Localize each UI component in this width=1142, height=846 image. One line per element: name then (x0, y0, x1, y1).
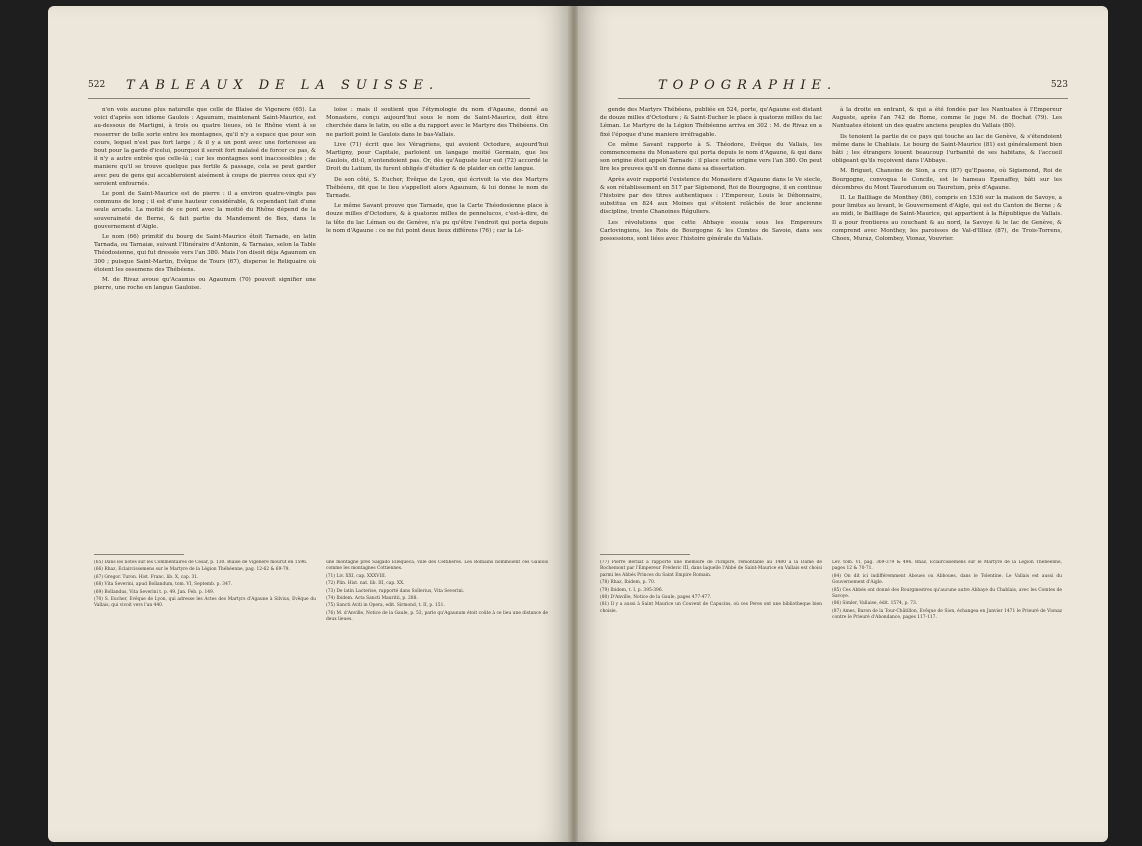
footnote: (69) Bollandus, Vita Severini t. p. 49. Jan. Feb. p. 149. (94, 589, 215, 595)
footnote-rule (94, 554, 184, 555)
footnote: (68) Vita Severini, apud Bollandum, tom. VI, Septemb. p. 347. (94, 582, 233, 588)
paragraph: Le nom (66) primitif du bourg de Saint-Maurice étoit Tarnade, en latin Tarnada, ou Tarnaiæ, suivant l'Itinéraire d'Antonin, & Tarnaias, selon la Table Théodosienne, qui fut dressée vers l'an 380. Mais l'on disoit déja Agaunum en 300 ; puisque Saint-Martin, Evêque de Tours (67), disperse le Reliquaire où étoient les ossemens des Thébéens. (94, 234, 316, 273)
paragraph: De son côté, S. Eucher, Evêque de Lyon, qui écrivoit la vie des Martyrs Thébéens, dit que le lieu s'appelloit alors Agaunum, & lui donne le nom de Tarnade. (326, 176, 548, 200)
paragraph: gende des Martyrs Thébéens, publiée en 524, porte, qu'Agaune est distant de douze milles d'Octodure ; & Saint-Eucher le place à quatorze milles du lac Léman. Le Martyre de la Légion Thébéenne arriva en 302 : M. de Rivaz en a fixé l'époque d'une maniere irréfragable. (600, 107, 822, 138)
footnote: (66) Rhaz, Eclaircissemens sur le Martyre de la Légion Thébéenne, pag. 12-62 & 69-79. (94, 567, 290, 573)
paragraph: Ce même Savant rapporte à S. Théodore, Evêque du Vallais, les commencemens du Monastere qui porta depuis le nom d'Agaune, & qui dans son origine étoit appelé Tarnade : il place cette origine vers l'an 380. On peut lire les preuves qu'il en donne dans sa dissertation. (600, 141, 822, 173)
footnote: (84) On dit ici indifféremment Aboues ou Abboues, dans le Tolentine. Le Vallais est aussi du Gouvernement d'Aigle. (832, 573, 1062, 586)
page-number: 523 (1050, 80, 1068, 90)
footnote: (67) Gregor. Turon. Hist. Franc. lib. X, cap. 31. (94, 574, 199, 580)
paragraph: Le même Savant prouve que Tarnade, que la Carte Théodosienne place à douze milles d'Octodure, & à quatorze milles de pennelucos, c'est-à-dire, de la tête du lac Léman ou de Genève, n'a pu qu'être l'endroit qui porta depuis le nom d'Agaune : ce ne fut point deux lieux différens (76) ; car la Lé- (326, 203, 548, 234)
footnote: (81) Il y a aussi à Saint Maurice un Couvent de Capucins, où ces Peres ont une bibliotheque bien choisie. (600, 602, 822, 614)
running-head-title: TABLEAUX DE LA SUISSE. (126, 78, 440, 93)
running-head (618, 78, 1068, 98)
paragraph: M. Briguet, Chanoine de Sion, a cru (87) qu'Epaone, où Sigismond, Roi de Bourgogne, convoqua le Concile, est le hameau Epenaffey, bâti sur les décombres du Mont Taurodunum ou Tauretum, près d'Agaune. (832, 168, 1062, 191)
text-column-right (832, 106, 1062, 546)
paragraph: loise : mais il soutient que l'étymologie du nom d'Agaune, donné au Monastere, conçu aujourd'hui sous le nom de Saint-Maurice, doit être cherchée dans le latin, ou elle a du rapport avec le Martyre des Thébéens. On ne parloit point le Gaulois dans le bas-Vallais. (326, 107, 548, 138)
running-head (88, 78, 530, 98)
header-rule (88, 98, 530, 99)
right-page (578, 6, 1108, 842)
paragraph: M. de Rivaz avoue qu'Acaunus ou Agaunum (70) pouvoit signifier une pierre, une roche en langue Gauloise. (94, 277, 316, 292)
footnote-rule (600, 554, 690, 555)
running-head-title: TOPOGRAPHIE. (658, 78, 838, 93)
paragraph: à la droite en entrant, & qui a été fondée par les Nantuates à l'Empereur Auguste, après l'an 742 de Rome, comme le juge M. de Bochat (79). Les Nantuates étoient un des quatre anciens peuples du Vallais (80). (832, 107, 1062, 130)
footnote: (80) D'Anville, Notice de la Gaule, pages 477-477. (600, 595, 712, 601)
paragraph: II. Le Bailliage de Monthey (86), compris en 1536 sur la maison de Savoye, a pour limites au levant, le Gouvernement d'Aigle, qui est du Canton de Berne ; & au midi, le Bailliage de Saint-Maurice, qui appartient à la République du Vallais. Il a pour frontieres au couchant & au nord, la Savoye & le lac de Genève, & comprend avec Monthey, les paroisses de Val-d'Illiez (87), de Trois-Torrens, Choex, Muraz, Colombey, Vionaz, Vouvrier. (832, 195, 1062, 243)
footnote: (72) Plin. Hist. nat. lib. III, cap. XX. (326, 581, 405, 587)
paragraph: Les révolutions que cette Abbaye essuia sous les Empereurs Carlovingiens, les Rois de Bourgogne & les Comtes de Savoie, dans ses possessions, sont liées avec l'histoire générale du Vallais. (600, 219, 822, 243)
footnote: (71) Liv. XXI, cap. XXXVIII. (326, 573, 387, 579)
text-column-left (600, 106, 822, 546)
text-column-left (94, 106, 316, 546)
footnote: (70) S. Eucher, Evêque de Lyon, qui adresse les Actes des Martyrs d'Agaune à Silvius, Evêque du Vallais, qui vivoit vers l'an 440. (94, 597, 316, 609)
paragraph: Ils tenoient la partie de ce pays qui touche au lac de Genève, & s'étendoient même dans le Chablais. Le bourg de Saint-Maurice (81) est généralement bien bâti ; les étrangers louent beaucoup l'urbanité de ses habitans, & l'accueil obligeant qu'ils reçoivent dans l'Abbaye. (832, 133, 1062, 165)
footnotes-left (600, 560, 822, 680)
footnote: (77) Pierre Berliat a rapporté une mémoire de l'Empire, remontable au 1480 à la Dame de Rochemont par l'Empereur Fréderic III, dans laquelle l'Abbé de Saint-Maurice en Vallais est choisi parmi les Abbés Princes du Saint Empire Romain. (600, 560, 822, 578)
footnote: (74) Ibidem. Acta Sancti Mauritii, p. 288. (326, 596, 418, 602)
book-spread (48, 6, 1108, 842)
footnotes-left (94, 560, 316, 680)
footnote: (73) De latin Lacterise, rapporté dans Sollerius, Vita Severini. (326, 588, 465, 594)
footnote: (79) Ibidem, t. I, p. 395-396. (600, 587, 664, 593)
footnote: (85) Ces Abbés ont donné des Bourgmestres qu'aucune autre Abbaye du Chablais, avec les Comtes de Savoye. (832, 587, 1062, 600)
footnote: (86) Simler, Vallaise, édit. 1574, p. 73. (832, 601, 918, 607)
paragraph: Le pont de Saint-Maurice est de pierre : il a environ quatre-vingts pas communs de long ; il est d'une hauteur considérable, & cependant fait d'une seule arcade. La moitié de ce pont avec la moitié du Rhône dépend de la souveraineté de Berne, & fait partie du Mandement de Bex, dans le gouvernement d'Aigle. (94, 191, 316, 230)
footnote: (76) M. d'Anville, Notice de la Gaule, p. 53, parle qu'Agaunum étoit coûte à ce lieu une distance de deux lieues. (326, 610, 548, 623)
footnote: Lev. tom. VI, pag. 369-379 & 496. Rhaz, Eclaircissemens sur le Martyre de la Légion Thébéenne, pages 12 & 70-71. (832, 560, 1062, 572)
paragraph: Live (71) écrit que les Véragriens, qui avoient Octodure, aujourd'hui Martigny, pour Capitale, parloient un langage moitié Germain, que les Gaulois, dit-il, n'entendoient pas. Or, dès qu'Auguste leur eut (72) accordé le Droit du Latium, ils furent obligés d'étudier & de plaider en cette langue. (326, 141, 548, 173)
page-number: 522 (88, 80, 106, 90)
footnote: (65) Dans les notes sur les Commentaires de César, p. 130. Blaise de Vigenere mourut en 1596. (94, 560, 308, 565)
footnotes-right (326, 560, 548, 680)
footnote: (87) Ames, Baron de la Tour-Châtillon, Evêque de Sion, échangea en Janvier 1471 le Prieuré de Vionaz contre le Prieuré d'Abondance, pages 117-117. (832, 608, 1062, 621)
paragraph: Après avoir rapporté l'existence du Monastere d'Agaune dans le Ve siecle, & son rétablissement en 517 par Sigismond, Roi de Bourgogne, il en continue l'histoire par des titres authentiques : l'Empereur, Louis le Débonnaire, substitua en 824 aux Moines qui s'étoient relâchés de leur ancienne discipline, trente Chanoines Réguliers. (600, 176, 822, 216)
footnotes-right (832, 560, 1062, 680)
text-column-right (326, 106, 548, 546)
paragraph: n'en vois aucune plus naturelle que celle de Blaise de Vigenere (65). La voici d'après son idiome Gaulois : Agaunum, maintenant Saint-Maurice, est au-dessous de Martigni, à trois ou quatre lieues, où le Rhône vient à se resserrer de telle sorte entre les montagnes, qu'il n'y a espace que pour son cours, lequel n'est pas fort large ; & il y a un pont avec une forteresse au bout pour la garde d'icelui, pourquoi il seroit fort malaisé de forcer ce pas, & il n'y a autre entrée que celle-là ; car les montagnes sont inaccessibles ; de maniere qu'il se trouve quelque pas fertile & passage, cela se peut garder avec peu de gens qui accableroient aisément à coups de pierres ceux qui s'y seroient enfournés. (94, 107, 316, 187)
footnote: (78) Rhaz, Ibidem, p. 70. (600, 580, 656, 586)
footnote: une montagne près Salgado Ellequeca, ville des Celtibères. Les Romains nommoient ces Gaulois comme les montagnes Cottiennes. (326, 560, 548, 572)
left-page (48, 6, 570, 842)
footnote: (75) Sancti Aviti in Opera, edit. Sirmond, t. II, p. 151. (326, 603, 445, 609)
header-rule (618, 98, 1068, 99)
